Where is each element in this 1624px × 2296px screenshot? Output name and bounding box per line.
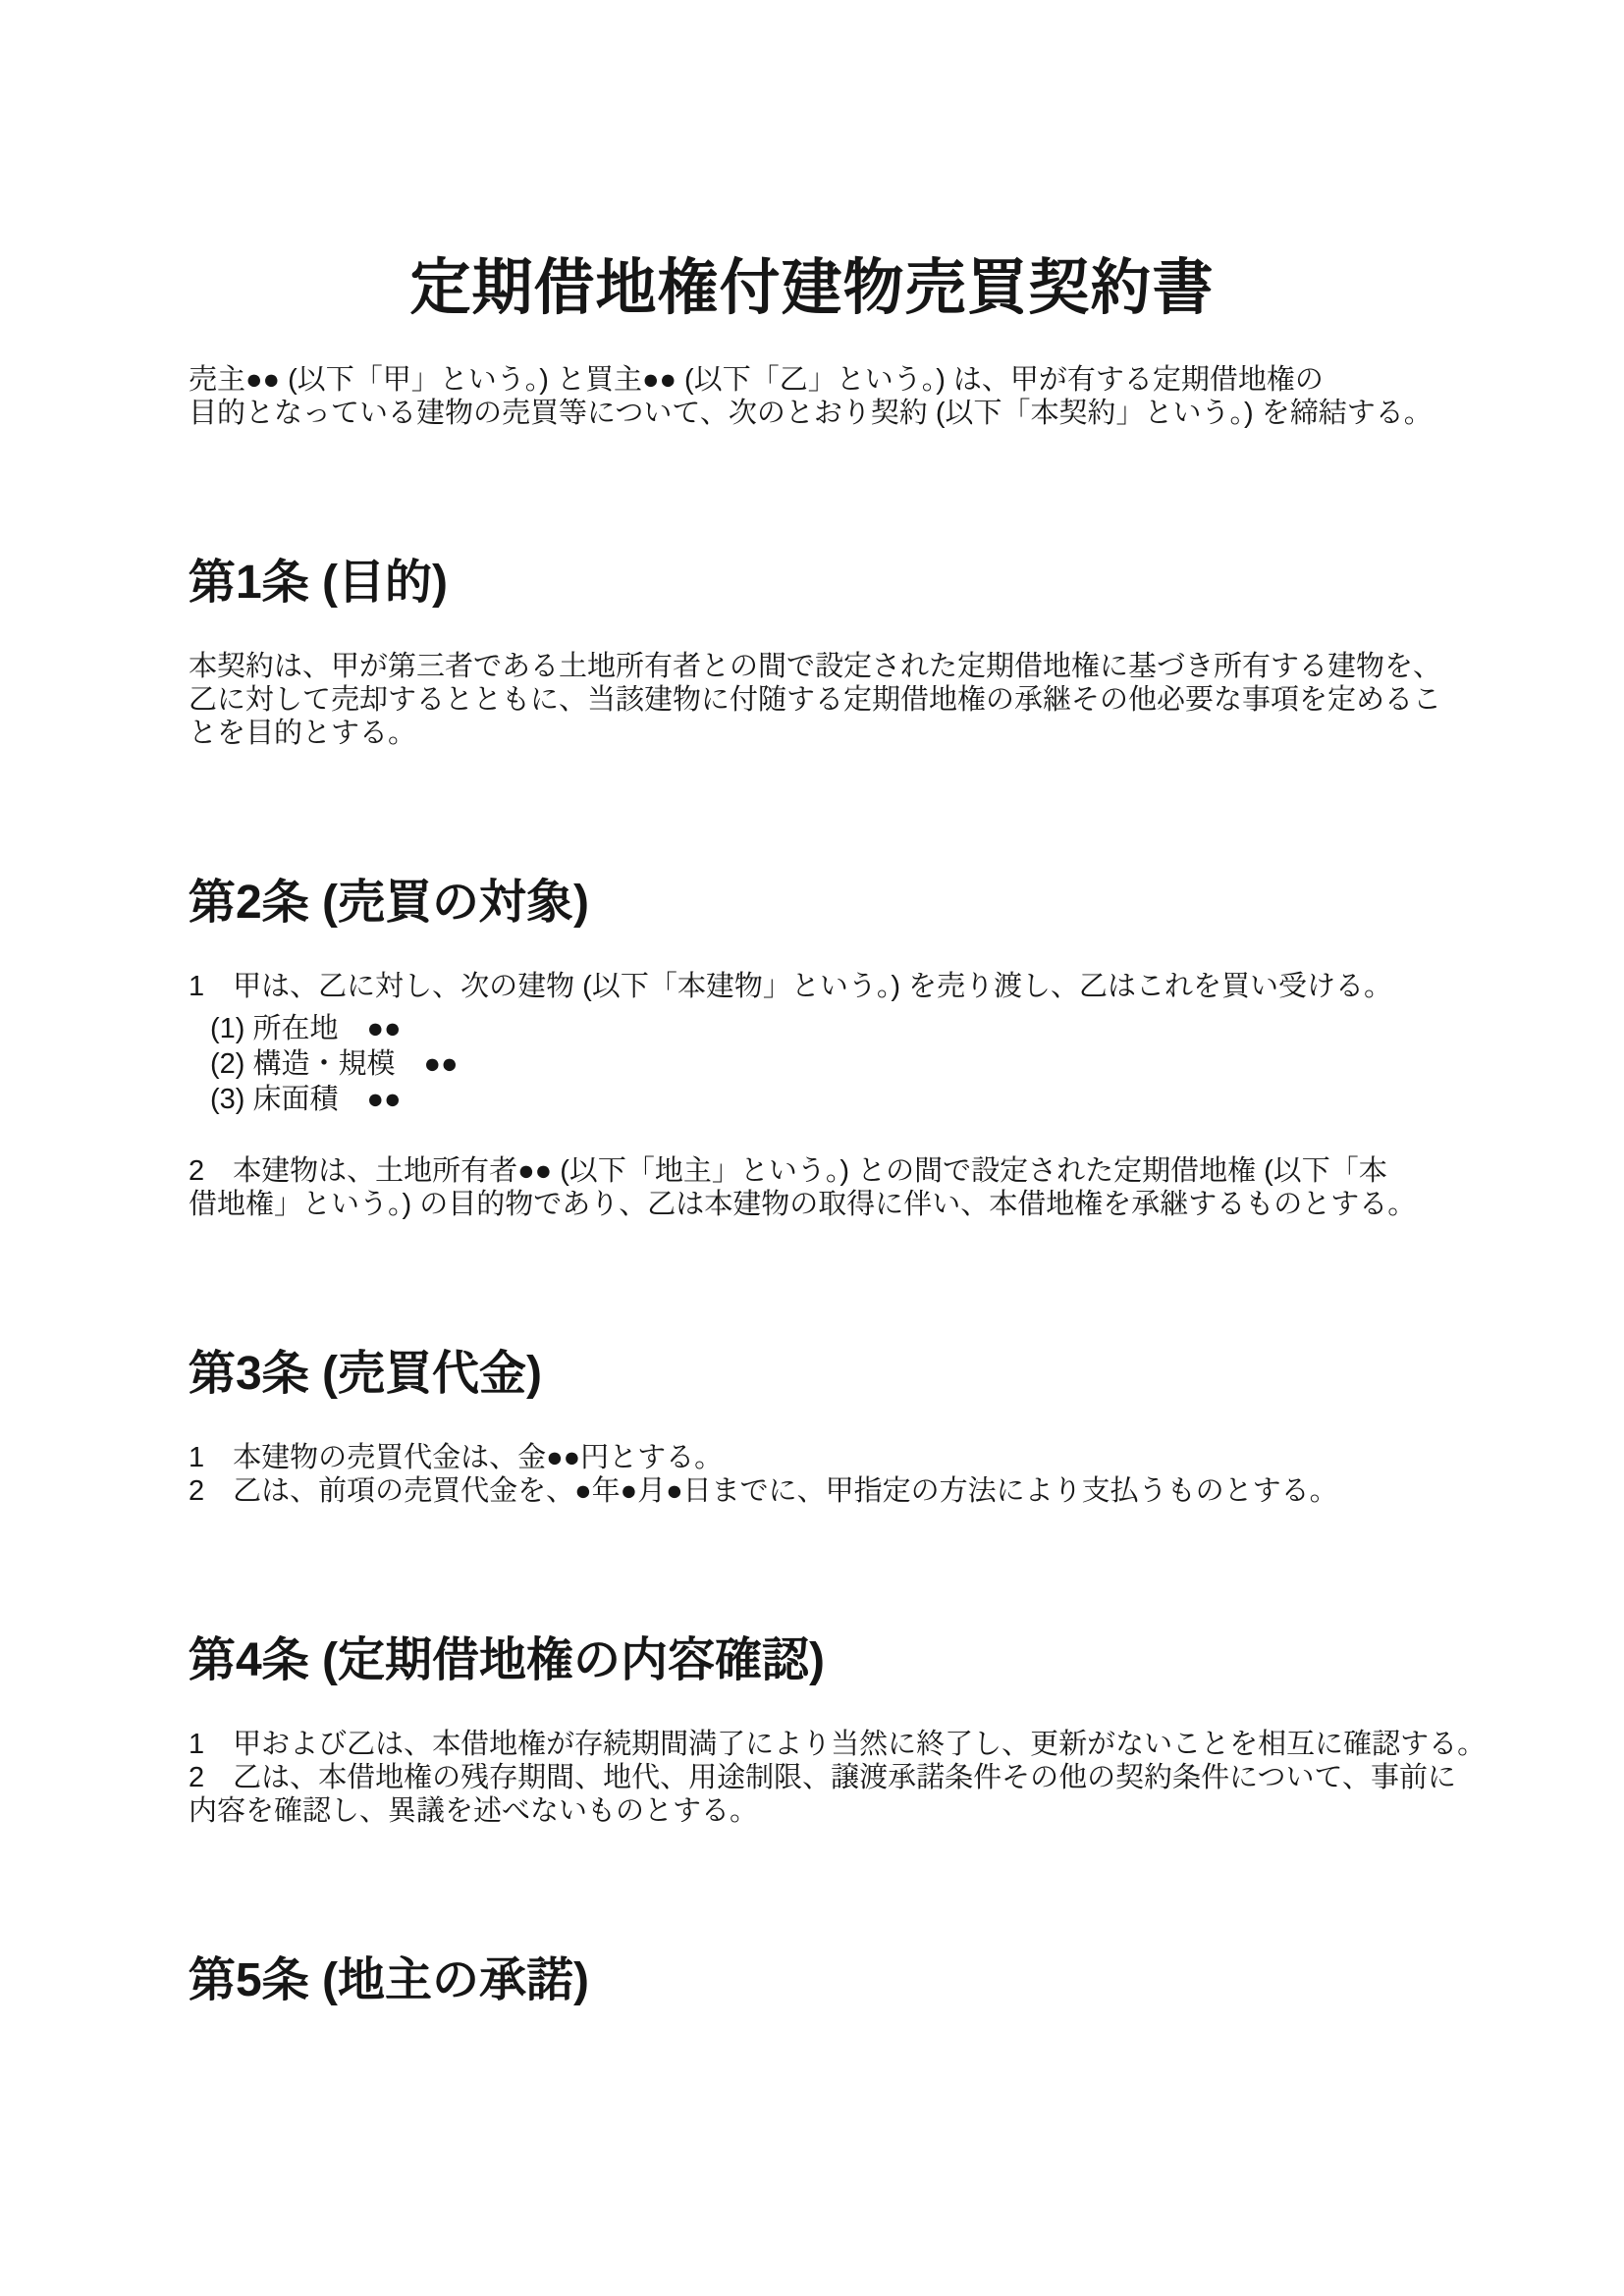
document-title: 定期借地権付建物売買契約書 [409,254,1215,322]
article-2-paragraph-1 [189,970,1435,1003]
article-3-paragraph [189,1441,1435,1508]
article-2-heading: 第2条 (売買の対象) [189,877,590,929]
text-line: 1 甲および乙は、本借地権が存続期間満了により当然に終了し、更新がないことを相互に確認する。 [189,1729,1487,1760]
article-4 [189,1633,1487,1828]
text-line: 2 本建物は、土地所有者●● (以下「地主」という。) との間で設定された定期借地権 (以下「本 [189,1155,1387,1187]
article-5-heading: 第5条 (地主の承諾) [189,1954,590,2006]
article-4-heading: 第4条 (定期借地権の内容確認) [189,1634,826,1686]
intro-line: 目的となっている建物の売買等について、次のとおり契約 (以下「本契約」という。) を締結する。 [189,398,1433,429]
article-3 [189,1347,1435,1508]
list-item: (3) 床面積 ●● [210,1084,402,1115]
text-line: 内容を確認し、異議を述べないものとする。 [189,1795,759,1827]
text-line: 2 乙は、本借地権の残存期間、地代、用途制限、譲渡承諾条件その他の契約条件について、事前に [189,1762,1456,1793]
article-1 [189,556,1442,750]
article-5 [189,1953,1435,2008]
text-line: 1 甲は、乙に対し、次の建物 (以下「本建物」という。) を売り渡し、乙はこれを買い受ける。 [189,971,1393,1002]
article-2 [189,876,1435,1221]
text-line: 1 本建物の売買代金は、金●●円とする。 [189,1442,724,1473]
list-item: (2) 構造・規模 ●● [210,1048,459,1080]
intro-paragraph [189,363,1435,430]
article-1-paragraph [189,650,1442,750]
text-line: 本契約は、甲が第三者である土地所有者との間で設定された定期借地権に基づき所有する建物を、 [189,651,1442,682]
article-1-heading: 第1条 (目的) [189,557,449,609]
text-line: 乙に対して売却するとともに、当該建物に付随する定期借地権の承継その他必要な事項を定めるこ [189,684,1442,716]
article-3-heading: 第3条 (売買代金) [189,1348,543,1400]
list-item: (1) 所在地 ●● [210,1013,402,1044]
text-line: とを目的とする。 [189,718,417,749]
text-line: 借地権」という。) の目的物であり、乙は本建物の取得に伴い、本借地権を承継するものとする。 [189,1189,1417,1220]
article-2-building-detail-list [210,1011,1435,1117]
text-line: 2 乙は、前項の売買代金を、●年●月●日までに、甲指定の方法により支払うものとする。 [189,1475,1338,1507]
article-2-paragraph-2 [189,1154,1435,1221]
intro-line: 売主●● (以下「甲」という。) と買主●● (以下「乙」という。) は、甲が有する定期借地権の [189,364,1324,396]
article-4-paragraph [189,1728,1487,1828]
